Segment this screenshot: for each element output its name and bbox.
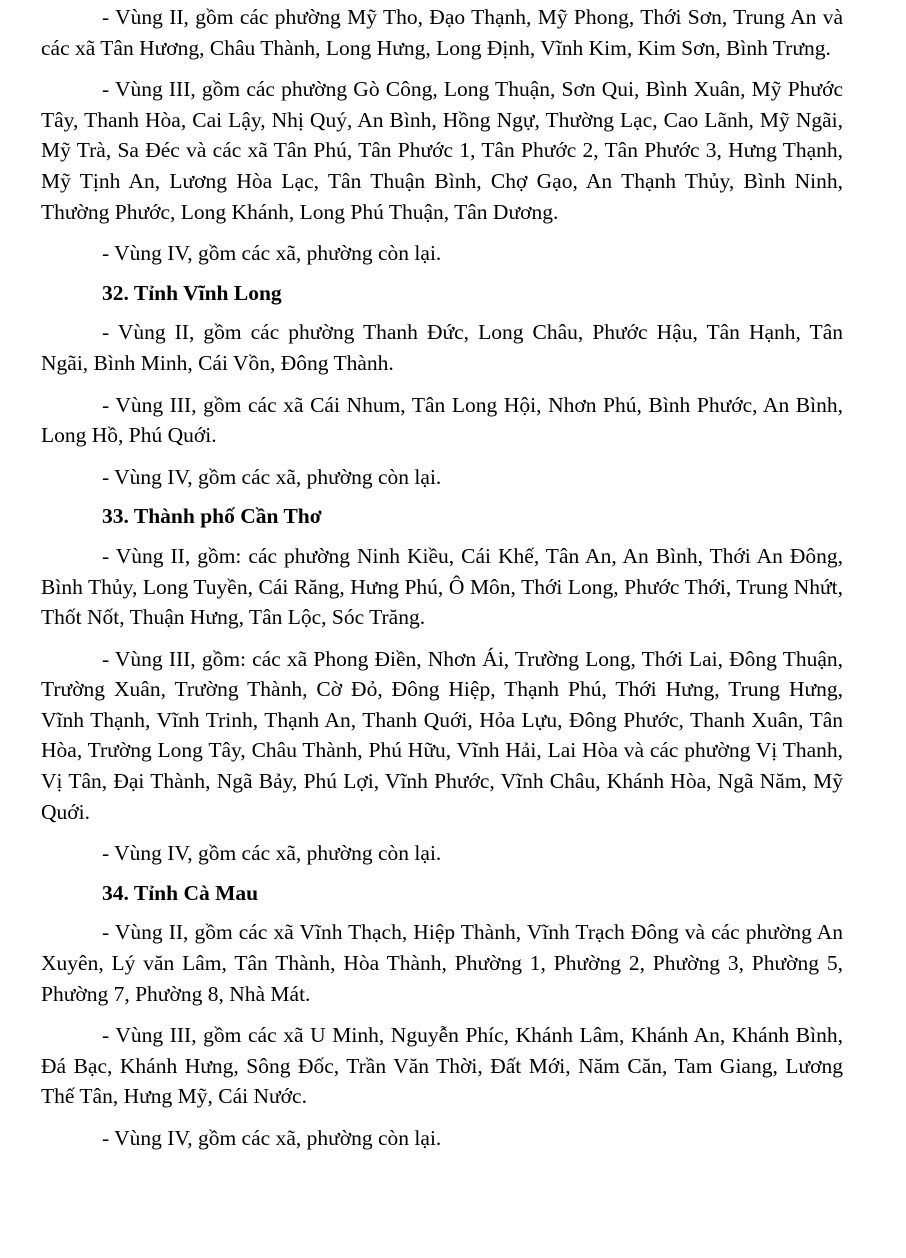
paragraph-region-iv: - Vùng IV, gồm các xã, phường còn lại.: [102, 464, 442, 489]
paragraph-region-iv: - Vùng IV, gồm các xã, phường còn lại.: [102, 1126, 442, 1150]
paragraph-region-iii: - Vùng III, gồm: các xã Phong Điền, Nhơn Ái, Trường Long, Thới Lai, Đông Thuận, Trường Xuân, Trường Thành, Cờ Đỏ, Đông Hiệp, Thạnh Phú, Thới Hưng, Trung Hưng, Vĩnh Thạnh, Vĩnh Trinh, Thạnh An, Thanh Quới, Hỏa Lựu, Đông Phước, Thanh Xuân, Tân Hòa, Trường Long Tây, Châu Thành, Phú Hữu, Vĩnh Hải, Lai Hòa và các phường Vị Thanh, Vị Tân, Đại Thành, Ngã Bảy, Phú Lợi, Vĩnh Phước, Vĩnh Châu, Khánh Hòa, Ngã Năm, Mỹ Quới.: [41, 646, 843, 824]
paragraph-region-iv: - Vùng IV, gồm các xã, phường còn lại.: [102, 841, 442, 866]
document-page: [41, 2, 843, 1163]
paragraph-region-iii: - Vùng III, gồm các phường Gò Công, Long Thuận, Sơn Qui, Bình Xuân, Mỹ Phước Tây, Thanh Hòa, Cai Lậy, Nhị Quý, An Bình, Hồng Ngự, Thường Lạc, Cao Lãnh, Mỹ Ngãi, Mỹ Trà, Sa Đéc và các xã Tân Phú, Tân Phước 1, Tân Phước 2, Tân Phước 3, Hưng Thạnh, Mỹ Tịnh An, Lương Hòa Lạc, Tân Thuận Bình, Chợ Gạo, An Thạnh Thủy, Bình Ninh, Thường Phước, Long Khánh, Long Phú Thuận, Tân Dương.: [41, 77, 843, 224]
paragraph-region-ii: - Vùng II, gồm các phường Thanh Đức, Long Châu, Phước Hậu, Tân Hạnh, Tân Ngãi, Bình Minh, Cái Vồn, Đông Thành.: [41, 320, 843, 375]
section-heading-ca-mau: 34. Tỉnh Cà Mau: [102, 880, 259, 905]
paragraph-region-ii: - Vùng II, gồm: các phường Ninh Kiều, Cái Khế, Tân An, An Bình, Thới An Đông, Bình Thủy, Long Tuyền, Cái Răng, Hưng Phú, Ô Môn, Thới Long, Phước Thới, Trung Nhứt, Thốt Nốt, Thuận Hưng, Tân Lộc, Sóc Trăng.: [41, 543, 843, 630]
paragraph-region-iii: - Vùng III, gồm các xã Cái Nhum, Tân Long Hội, Nhơn Phú, Bình Phước, An Bình, Long Hồ, Phú Quới.: [41, 392, 843, 448]
paragraph-region-iv: - Vùng IV, gồm các xã, phường còn lại.: [102, 241, 442, 266]
section-heading-vinh-long: 32. Tỉnh Vĩnh Long: [102, 280, 282, 305]
paragraph-region-iii: - Vùng III, gồm các xã U Minh, Nguyễn Phíc, Khánh Lâm, Khánh An, Khánh Bình, Đá Bạc, Khánh Hưng, Sông Đốc, Trần Văn Thời, Đất Mới, Năm Căn, Tam Giang, Lương Thế Tân, Hưng Mỹ, Cái Nước.: [41, 1023, 843, 1109]
section-heading-can-tho: 33. Thành phố Cần Thơ: [102, 504, 322, 529]
paragraph-region-ii: - Vùng II, gồm các xã Vĩnh Thạch, Hiệp Thành, Vĩnh Trạch Đông và các phường An Xuyên, Lý văn Lâm, Tân Thành, Hòa Thành, Phường 1, Phường 2, Phường 3, Phường 5, Phường 7, Phường 8, Nhà Mát.: [41, 920, 843, 1006]
paragraph-region-ii: - Vùng II, gồm các phường Mỹ Tho, Đạo Thạnh, Mỹ Phong, Thới Sơn, Trung An và các xã Tân Hương, Châu Thành, Long Hưng, Long Định, Vĩnh Kim, Kim Sơn, Bình Trưng.: [41, 5, 843, 60]
